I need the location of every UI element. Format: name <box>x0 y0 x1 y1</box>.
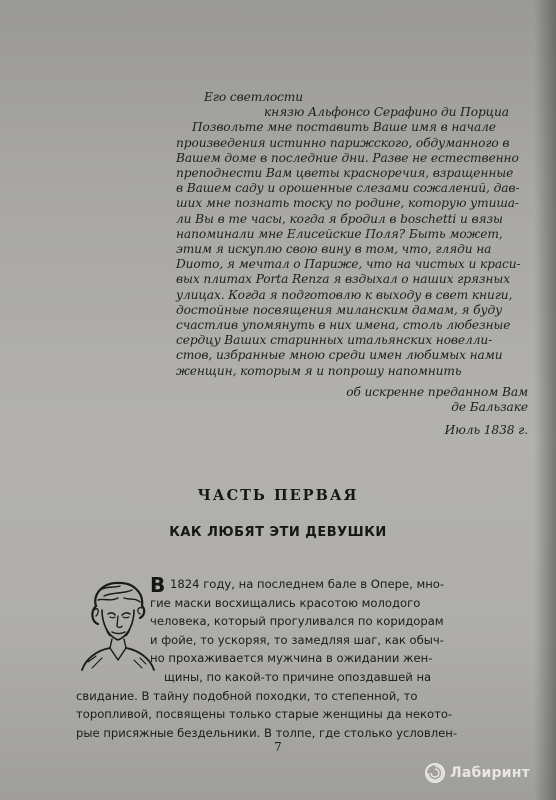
dedication-line: Вашем доме в последние дни. Разве не естественно <box>176 150 519 165</box>
dedication-line: преподнести Вам цветы красноречия, взращенные <box>176 166 514 181</box>
story-line: рые присяжные бездельники. В толпе, где столько условлен- <box>76 725 458 740</box>
dedication-line: этим я искуплю свою вину в том, что, гляди на <box>176 242 492 257</box>
dedication-line: счастлив упомянуть в них имена, столь любезные <box>176 318 511 333</box>
watermark <box>424 760 542 786</box>
dedication-line: произведения истинно парижского, обдуманного в <box>176 135 510 150</box>
dedication-signature-line-1: об искренне преданном Вам <box>346 384 528 399</box>
dedication-line: в Вашем саду и орошенные слезами сожалений, дав- <box>176 181 520 196</box>
dedication-salutation-line-2: князю Альфонсо Серафино ди Порциа <box>264 105 509 120</box>
dedication-salutation-line-1: Его светлости <box>204 90 303 104</box>
story-line: и фойе, то ускоряя, то замедляя шаг, как обыч- <box>150 632 444 647</box>
story-line: свидание. В тайну подобной походки, то степенной, то <box>76 688 418 703</box>
dedication-signature-line-2: де Бальзаке <box>451 400 528 415</box>
part-title: ЧАСТЬ ПЕРВАЯ <box>197 487 359 504</box>
dedication-line: ших мне познать тоску по родине, которую утиша- <box>176 196 519 211</box>
dedication-line: ли Вы в те часы, когда я бродил в boschetti и вязы <box>176 211 503 226</box>
watermark-text: Лабиринт <box>450 765 530 781</box>
story-line: торопливой, посвящены только старые женщины да некото- <box>76 707 453 722</box>
dedication-line: стов, избранные мною среди имен любимых нами <box>176 348 503 363</box>
dedication-line: Позвольте мне поставить Ваше имя в начале <box>192 120 496 135</box>
dedication-line: достойные посвящения миланским дамам, я буду <box>176 302 503 317</box>
chapter-title: КАК ЛЮБЯТ ЭТИ ДЕВУШКИ <box>169 525 387 540</box>
story-line: но прохаживается мужчина в ожидании жен- <box>150 651 433 666</box>
story-line: человека, который прогуливался по коридорам <box>150 614 444 629</box>
story-line: гие маски восхищались красотою молодого <box>150 595 421 610</box>
dedication-block <box>176 90 528 438</box>
story-line: 1824 году, на последнем бале в Опере, мно- <box>170 577 445 591</box>
story-text-beside-image <box>150 575 510 668</box>
dedication-line: улицах. Когда я подготовлю к выходу в свет книги, <box>176 287 513 302</box>
page-edge-shadow <box>534 0 556 800</box>
labyrinth-logo-icon <box>424 762 446 784</box>
dedication-line: вых плитах Porta Renza я вздыхал о наших грязных <box>176 272 510 287</box>
dedication-line: напоминали мне Елисейские Поля? Быть может, <box>176 226 503 241</box>
page-number: 7 <box>274 740 282 754</box>
dedication-line: женщин, которым я и попрошу напомнить <box>176 363 462 378</box>
dedication-body <box>176 120 528 378</box>
dedication-line: сердцу Ваших старинных итальянских новелли- <box>176 333 493 348</box>
drop-cap: В <box>150 573 166 597</box>
story-text-full-width <box>76 668 510 742</box>
dedication-date: Июль 1838 г. <box>444 423 528 438</box>
story-line: щины, по какой-то причине опоздавшей на <box>164 670 432 684</box>
dedication-line: Duomo, я мечтал о Париже, что на чистых и краси- <box>176 257 521 272</box>
portrait-engraving-icon <box>74 576 160 672</box>
